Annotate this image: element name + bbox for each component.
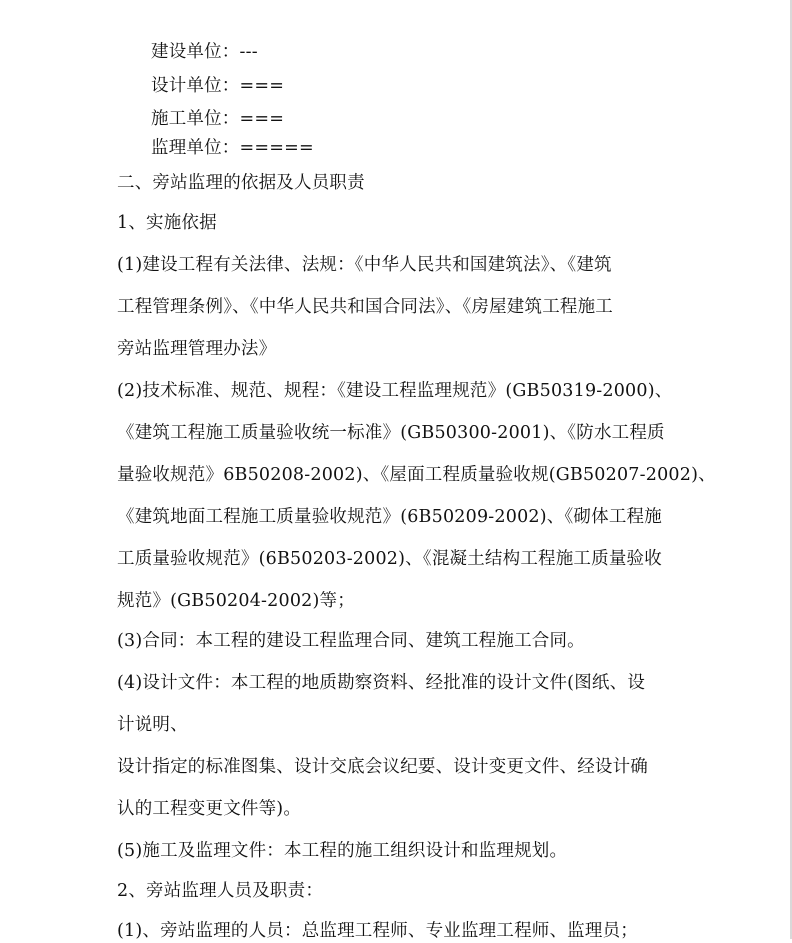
section-heading: 二、旁站监理的依据及人员职责 [117, 173, 365, 193]
paragraph-line: 旁站监理管理办法》 [117, 339, 277, 359]
construction-unit-line: 建设单位：--- [151, 42, 258, 62]
paragraph-line: 量验收规范》6B50208-2002)、《屋面工程质量验收规(GB50207-2002)、 [117, 465, 716, 485]
design-unit-line: 设计单位：=== [151, 76, 285, 96]
paragraph-line: (1)、旁站监理的人员：总监理工程师、专业监理工程师、监理员； [117, 921, 638, 941]
paragraph-line: 《建筑地面工程施工质量验收规范》(6B50209-2002)、《砌体工程施 [117, 507, 662, 527]
paragraph-line: (2)技术标准、规范、规程：《建设工程监理规范》(GB50319-2000)、 [117, 381, 673, 401]
contractor-unit-line: 施工单位：=== [151, 109, 285, 129]
paragraph-line: (1)建设工程有关法律、法规：《中华人民共和国建筑法》、《建筑 [117, 255, 612, 275]
paragraph-line: (4)设计文件：本工程的地质勘察资料、经批准的设计文件(图纸、设 [117, 673, 646, 693]
paragraph-line: 工质量验收规范》(6B50203-2002)、《混凝土结构工程施工质量验收 [117, 549, 662, 569]
paragraph-line: 认的工程变更文件等)。 [117, 799, 302, 819]
paragraph-line: (5)施工及监理文件：本工程的施工组织设计和监理规划。 [117, 841, 568, 861]
paragraph-line: 计说明、 [117, 715, 188, 735]
paragraph-line: 《建筑工程施工质量验收统一标准》(GB50300-2001)、《防水工程质 [117, 423, 665, 443]
paragraph-line: (3)合同：本工程的建设工程监理合同、建筑工程施工合同。 [117, 631, 585, 651]
paragraph-line: 工程管理条例》、《中华人民共和国合同法》、《房屋建筑工程施工 [117, 297, 613, 317]
subsection-heading-personnel: 2、旁站监理人员及职责： [117, 881, 324, 901]
paragraph-line: 规范》(GB50204-2002)等； [117, 591, 355, 611]
supervision-unit-line: 监理单位：===== [151, 138, 314, 158]
paragraph-line: 设计指定的标准图集、设计交底会议纪要、设计变更文件、经设计确 [117, 757, 648, 777]
subsection-heading-basis: 1、实施依据 [117, 213, 217, 233]
